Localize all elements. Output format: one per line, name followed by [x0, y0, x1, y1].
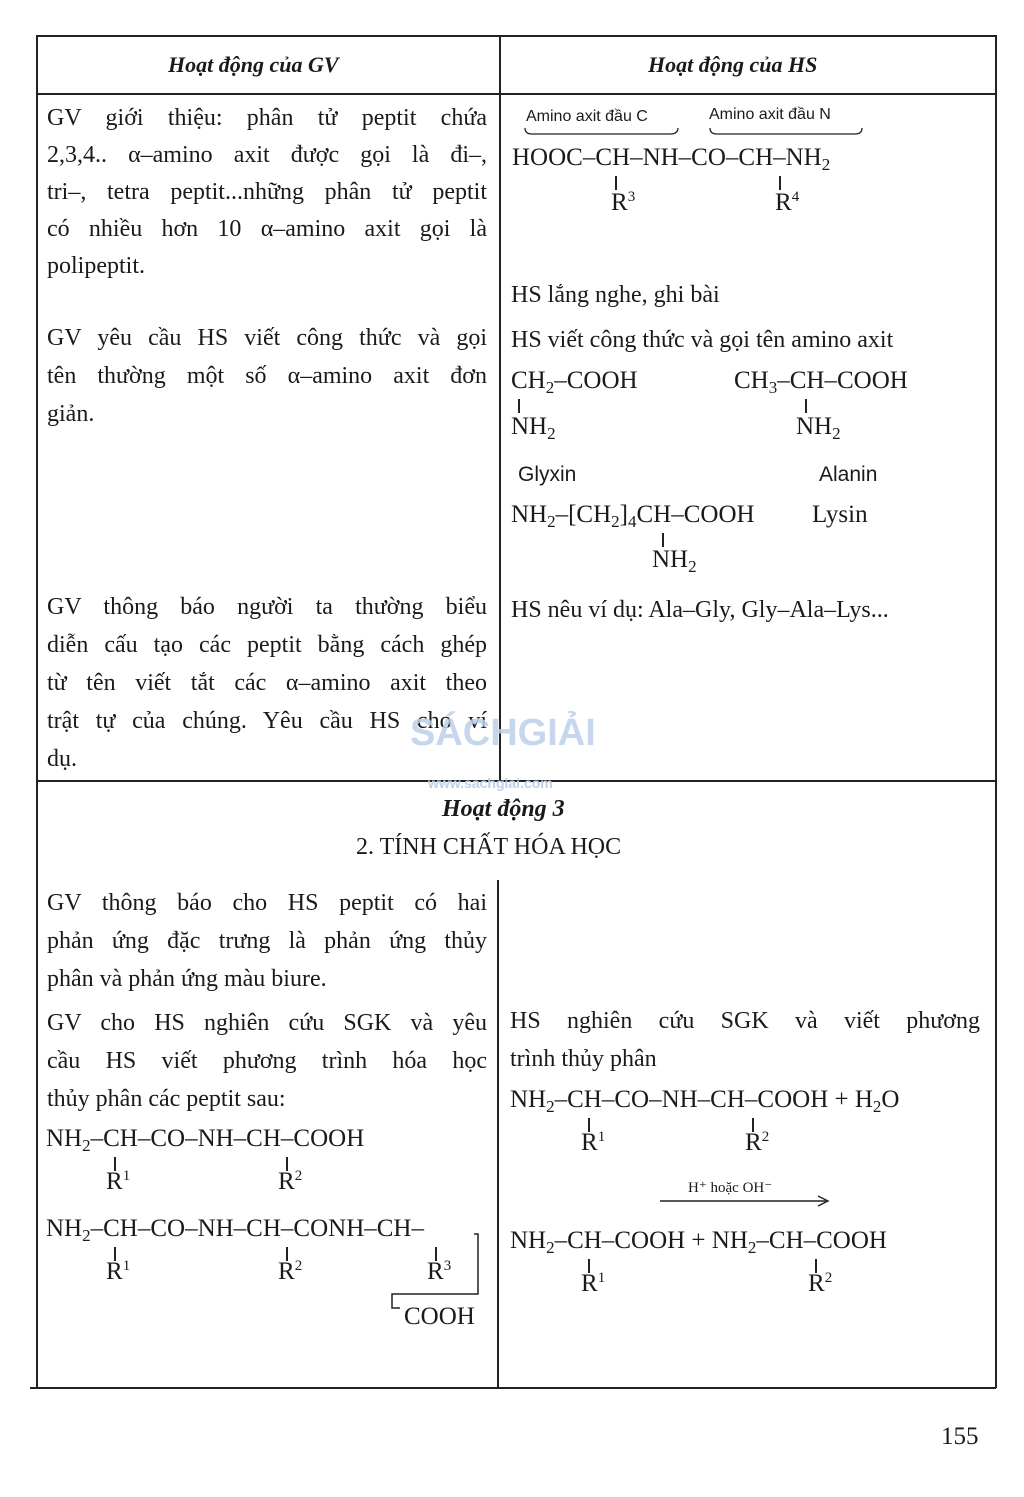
gv-pep2-r3: $R^3$ — [427, 1258, 452, 1285]
gv-intro-line-4: có nhiều hơn 10 α–amino axit gọi là — [47, 216, 487, 242]
glycine-bond — [518, 399, 520, 413]
gv-pep1-r2: $R^2$ — [278, 1168, 303, 1195]
glycine-nh2: $NH_2$ — [511, 413, 556, 443]
hs-chem-line-1: HS nghiên cứu SGK và viết phương — [510, 1008, 980, 1034]
watermark-url: www.sachgiai.com — [428, 775, 553, 791]
watermark-brand: SÁCHGIẢI — [410, 712, 596, 754]
gv-peptide-2: $NH_2-CH-CO-NH-CH-CONH-CH-$ — [46, 1215, 424, 1245]
gv-request-line-2: tên thường một số α–amino axit đơn — [47, 363, 487, 389]
gv-request-line-1: GV yêu cầu HS viết công thức và gọi — [47, 325, 487, 351]
hs-write: HS viết công thức và gọi tên amino axit — [511, 327, 894, 353]
gv-chem1-line-3: phân và phản ứng màu biure. — [47, 966, 327, 992]
lysine-formula: $NH_2-[CH_2]_4CH$–COOH — [511, 501, 755, 531]
gv-chem2-line-3: thủy phân các peptit sau: — [47, 1086, 286, 1112]
gv-chem2-line-2: cầu HS viết phương trình hóa học — [47, 1048, 487, 1074]
gv-intro-line-2: 2,3,4.. α–amino axit được gọi là đi–, — [47, 142, 487, 168]
r3-label: $R^3$ — [611, 189, 636, 216]
lysine-bond — [662, 533, 664, 547]
activity3-subtitle: 2. TÍNH CHẤT HÓA HỌC — [356, 834, 622, 860]
table-right-border — [995, 35, 997, 1388]
column-divider-upper — [499, 35, 501, 780]
hs-eq2-r2: $R^2$ — [808, 1270, 833, 1297]
bond-r4 — [779, 176, 781, 190]
bond-r3 — [615, 176, 617, 190]
dipeptide-formula: HOOC–$CH-NH-CO-CH-NH_2$ — [512, 144, 831, 174]
hs-equation-reactants: $NH_2-CH-CO-NH-CH$–COOH + $H_2O$ — [510, 1086, 900, 1116]
gv-chem1-line-2: phản ứng đặc trưng là phản ứng thủy — [47, 928, 487, 954]
gv-peptide-1: $NH_2-CH-CO-NH-CH$–COOH — [46, 1125, 365, 1155]
table-left-border — [36, 35, 38, 1388]
r4-label: $R^4$ — [775, 189, 800, 216]
hs-eq2-r1: $R^1$ — [581, 1270, 606, 1297]
table-top-border — [36, 35, 996, 37]
gv-intro-line-5: polipeptit. — [47, 253, 145, 279]
arrow-condition: H⁺ hoặc OH⁻ — [688, 1180, 773, 1196]
glycine-formula: $CH_2$–COOH — [511, 367, 638, 397]
gv-intro-line-3: tri–, tetra peptit...những phân tử peptit — [47, 179, 487, 205]
hs-equation-products: $NH_2-CH$–COOH + $NH_2-CH$–COOH — [510, 1227, 887, 1257]
alanine-formula: $CH_3-CH$–COOH — [734, 367, 908, 397]
activity3-title: Hoạt động 3 — [442, 796, 565, 822]
gv-notify-line-5: dụ. — [47, 746, 77, 772]
hs-chem-line-2: trình thủy phân — [510, 1046, 657, 1072]
hs-eq1-r2: $R^2$ — [745, 1129, 770, 1156]
lysine-nh2: $NH_2$ — [652, 546, 697, 576]
header-hs: Hoạt động của HS — [648, 52, 818, 77]
header-bottom-border — [36, 93, 996, 95]
gv-pep2-r2: $R^2$ — [278, 1258, 303, 1285]
alanine-name: Alanin — [819, 463, 878, 486]
column-divider-lower — [497, 880, 499, 1387]
hs-example: HS nêu ví dụ: Ala–Gly, Gly–Ala–Lys... — [511, 597, 889, 623]
header-gv: Hoạt động của GV — [168, 52, 339, 77]
hs-eq1-r1: $R^1$ — [581, 1129, 606, 1156]
page-number: 155 — [941, 1423, 979, 1450]
gv-intro-line-1: GV giới thiệu: phân tử peptit chứa — [47, 105, 487, 131]
gv-notify-line-1: GV thông báo người ta thường biểu — [47, 594, 487, 620]
table-bottom-border — [30, 1387, 996, 1389]
gv-notify-line-3: từ tên viết tắt các α–amino axit theo — [47, 670, 487, 696]
label-amino-n: Amino axit đầu N — [709, 106, 831, 123]
reaction-arrow — [660, 1194, 840, 1208]
gv-chem2-line-1: GV cho HS nghiên cứu SGK và yêu — [47, 1010, 487, 1036]
gv-notify-line-2: diễn cấu tạo các peptit bằng cách ghép — [47, 632, 487, 658]
gv-request-line-3: giản. — [47, 401, 95, 427]
gv-notify-line-4: trật tự của chúng. Yêu cầu HS cho ví — [47, 708, 487, 734]
lysine-name: Lysin — [812, 501, 868, 528]
label-amino-c: Amino axit đầu C — [526, 108, 648, 125]
gv-pep1-r1: $R^1$ — [106, 1168, 131, 1195]
bracket-lines — [520, 124, 920, 144]
gv-pep2-cooh: COOH — [404, 1303, 475, 1330]
alanine-bond — [805, 399, 807, 413]
gv-pep2-r1: $R^1$ — [106, 1258, 131, 1285]
gv-chem1-line-1: GV thông báo cho HS peptit có hai — [47, 890, 487, 916]
glycine-name: Glyxin — [518, 463, 577, 486]
alanine-nh2: $NH_2$ — [796, 413, 841, 443]
hs-listen: HS lắng nghe, ghi bài — [511, 282, 720, 308]
